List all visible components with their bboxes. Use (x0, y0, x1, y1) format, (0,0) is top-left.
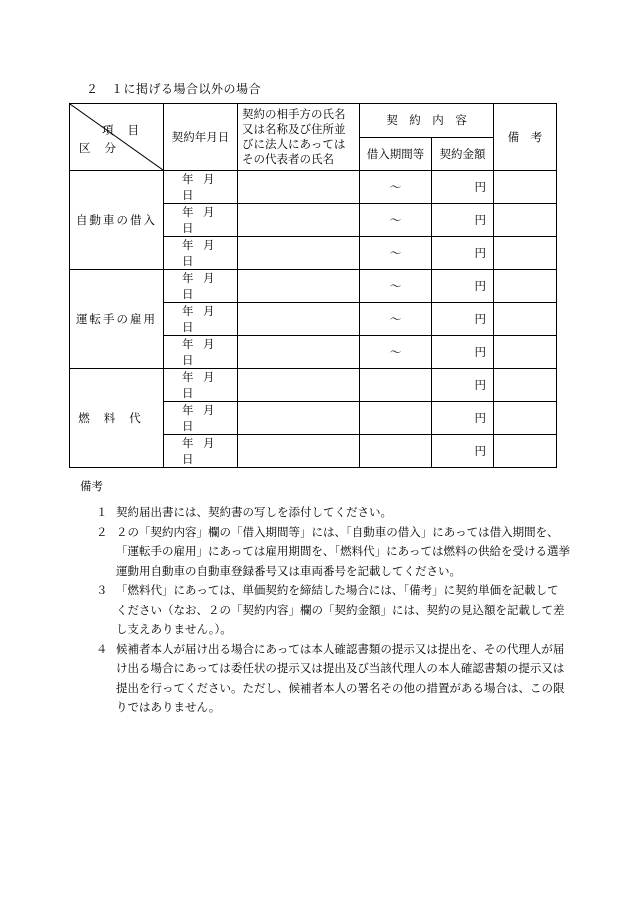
date-cell[interactable]: 年 月日 (164, 204, 238, 237)
date-cell[interactable]: 年 月日 (164, 435, 238, 468)
date-cell[interactable]: 年 月日 (164, 237, 238, 270)
diagonal-header-cell (70, 104, 164, 171)
date-cell[interactable]: 年 月日 (164, 270, 238, 303)
amount-cell[interactable]: 円 (432, 204, 494, 237)
amount-cell[interactable]: 円 (432, 402, 494, 435)
party-cell[interactable] (238, 204, 360, 237)
note-item (80, 523, 570, 582)
party-cell[interactable] (238, 336, 360, 369)
party-cell[interactable] (238, 435, 360, 468)
party-cell[interactable] (238, 303, 360, 336)
party-cell[interactable] (238, 171, 360, 204)
amount-cell[interactable]: 円 (432, 270, 494, 303)
amount-cell[interactable]: 円 (432, 336, 494, 369)
note-number: ４ (96, 641, 108, 656)
remarks-cell[interactable] (494, 237, 557, 270)
remarks-cell[interactable] (494, 435, 557, 468)
note-item (80, 503, 570, 523)
contract-amount-header: 契約金額 (432, 137, 494, 171)
section-heading: ２ １に掲げる場合以外の場合 (86, 82, 262, 96)
party-cell[interactable] (238, 369, 360, 402)
date-cell[interactable]: 年 月日 (164, 303, 238, 336)
date-cell[interactable]: 年 月日 (164, 369, 238, 402)
contract-table (69, 103, 557, 468)
period-cell[interactable] (360, 369, 432, 402)
period-cell[interactable] (360, 402, 432, 435)
note-item (80, 640, 570, 718)
item-label: 項目 (102, 123, 153, 137)
party-cell[interactable] (238, 270, 360, 303)
period-cell[interactable]: ～ (360, 336, 432, 369)
note-text: 「燃料代」にあっては、単価契約を締結した場合には、「備考」に契約単価を記載してください（なお、２の「契約内容」欄の「契約金額」には、契約の見込額を記載して差し支えありません。）。 (116, 583, 565, 636)
party-header: 契約の相手方の氏名又は名称及び住所並びに法人にあってはその代表者の氏名 (238, 104, 360, 171)
kubun-label: 区分 (79, 141, 130, 155)
remarks-cell[interactable] (494, 402, 557, 435)
section-label-fuel: 燃料代 (70, 369, 164, 468)
note-number: １ (96, 505, 108, 519)
remarks-cell[interactable] (494, 369, 557, 402)
remarks-cell[interactable] (494, 270, 557, 303)
section-label-driver-hire: 運転手の雇用 (70, 270, 164, 369)
note-text: 契約届出書には、契約書の写しを添付してください。 (116, 505, 392, 519)
amount-cell[interactable]: 円 (432, 237, 494, 270)
contract-content-header: 契 約 内 容 (360, 104, 494, 138)
note-text: ２の「契約内容」欄の「借入期間等」には、「自動車の借入」にあっては借入期間を、「運転手の雇用」にあっては雇用期間を、「燃料代」にあっては燃料の供給を受ける選挙運動用自動車の自動車登録番号又は車両番号を記載してください。 (116, 524, 571, 578)
period-cell[interactable]: ～ (360, 303, 432, 336)
loan-period-header: 借入期間等 (360, 137, 432, 171)
table-row (70, 270, 557, 303)
date-cell[interactable]: 年 月日 (164, 402, 238, 435)
note-item (80, 581, 570, 640)
table-row (70, 171, 557, 204)
party-cell[interactable] (238, 237, 360, 270)
amount-cell[interactable]: 円 (432, 171, 494, 204)
remarks-cell[interactable] (494, 171, 557, 204)
note-number: ３ (96, 583, 108, 597)
note-text: 候補者本人が届け出る場合にあっては本人確認書類の提示又は提出を、その代理人が届け出る場合にあっては委任状の提示又は提出及び当該代理人の本人確認書類の提示又は提出を行ってください。ただし、候補者本人の署名その他の措置がある場合は、この限りではありません。 (116, 641, 565, 714)
remarks-cell[interactable] (494, 303, 557, 336)
period-cell[interactable] (360, 435, 432, 468)
section-label-car-rental: 自動車の借入 (70, 171, 164, 270)
amount-cell[interactable]: 円 (432, 303, 494, 336)
period-cell[interactable]: ～ (360, 237, 432, 270)
amount-cell[interactable]: 円 (432, 369, 494, 402)
remarks-cell[interactable] (494, 204, 557, 237)
note-number: ２ (96, 524, 108, 539)
period-cell[interactable]: ～ (360, 270, 432, 303)
notes-section (80, 478, 570, 718)
amount-cell[interactable]: 円 (432, 435, 494, 468)
period-cell[interactable]: ～ (360, 171, 432, 204)
table-row (70, 369, 557, 402)
date-cell[interactable]: 年 月日 (164, 336, 238, 369)
date-cell[interactable]: 年 月日 (164, 171, 238, 204)
contract-date-header: 契約年月日 (164, 104, 238, 171)
remarks-cell[interactable] (494, 336, 557, 369)
party-cell[interactable] (238, 402, 360, 435)
notes-title: 備考 (80, 479, 103, 493)
remarks-header: 備 考 (494, 104, 557, 171)
period-cell[interactable]: ～ (360, 204, 432, 237)
